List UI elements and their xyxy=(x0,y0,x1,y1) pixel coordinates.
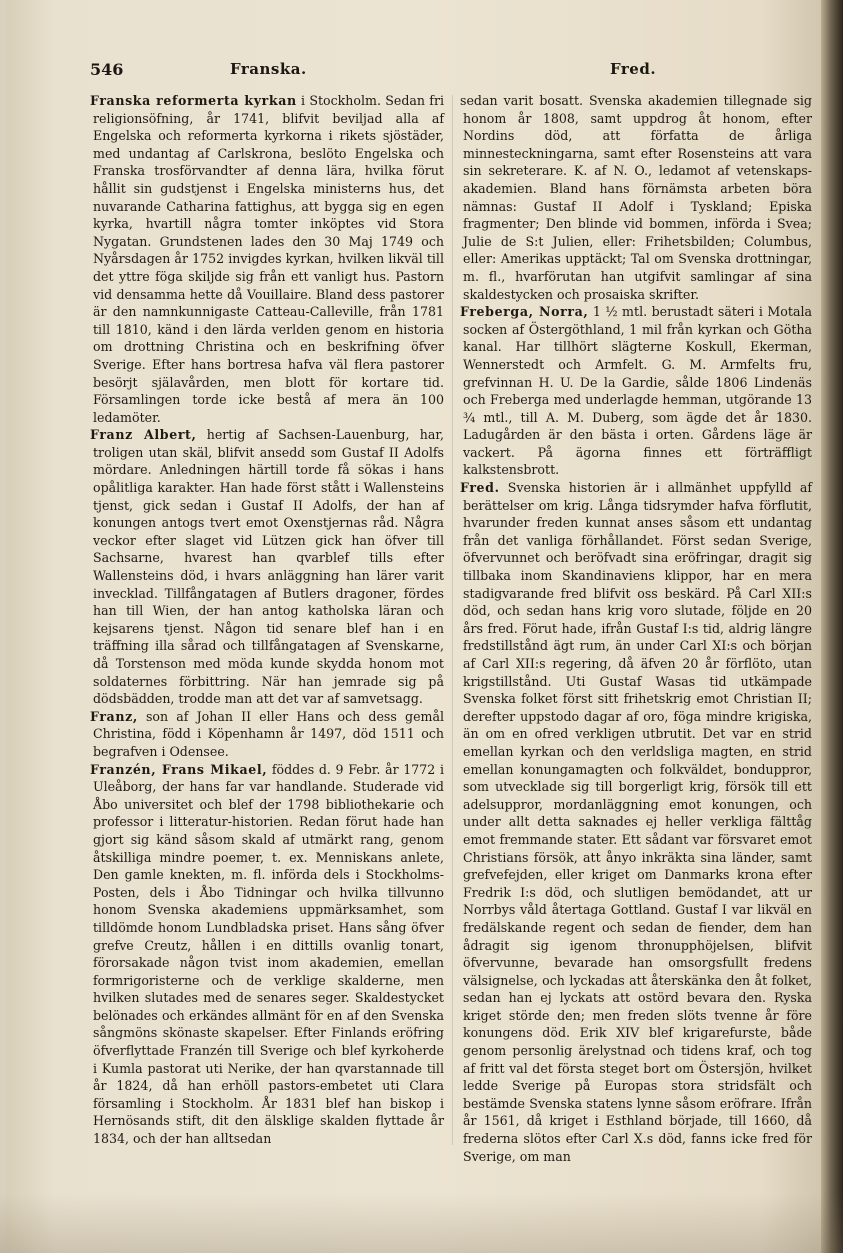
left-column xyxy=(90,92,444,1148)
right-column xyxy=(460,92,812,1165)
book-spine-shadow xyxy=(821,0,843,1253)
entry-fred xyxy=(460,479,812,1165)
entry-headword: Franska reformerta kyrkan xyxy=(90,93,297,108)
entry-text: föddes d. 9 Febr. år 1772 i Uleåborg, der hans far var handlande. Studerade vid Åbo universitet och blef der 1798 bibliothekarie och professor i litteratur-historien. Redan förut hade han gjort sig känd såsom skald af utmärkt rang, genom åtskilliga mindre poemer, t. ex. Menniskans anlete, Den gamle knekten, m. fl. införda dels i Stockholms-Posten, dels i Åbo Tidningar och hvilka tillvunno honom Svenska akademiens uppmärksamhet, som tilldömde honom Lundbladska priset. Hans sång öfver grefve Creutz, hållen i en dittills ovanlig tonart, förorsakade någon tvist inom akademien, emellan formrigoristerne och de verklige skalderne, men hvilken slutades med de senares seger. Skaldestycket belönades och erkändes allmänt för en af den Svenska sångmöns skönaste skapelser. Efter Finlands eröfring öfverflyttade Franzén till Sverige och blef kyrkoherde i Kumla pastorat uti Nerike, der han qvarstannade till år 1824, då han erhöll pastors-embetet uti Clara församling i Stockholm. År 1831 blef han biskop i Hernösands stift, dit den älsklige skalden flyttade år 1834, och der han alltsedan xyxy=(93,761,444,1147)
entry-franzen xyxy=(90,761,444,1148)
entry-freberga-norra xyxy=(460,303,812,479)
page-bottom-shadow xyxy=(0,1193,843,1253)
entry-headword: Franz Albert, xyxy=(90,427,197,443)
running-header xyxy=(90,60,810,84)
entry-headword: Freberga, Norra, xyxy=(460,304,589,320)
entry-franz xyxy=(90,708,444,761)
entry-headword: Franz, xyxy=(90,708,138,724)
entry-text: Svenska historien är i allmänhet uppfylld af berättelser om krig. Långa tidsrymder hafva förflutit, hvarunder freden kunnat anses såsom ett undantag från det vanliga förhållandet. Först sedan Sverige, öfvervunnet och beröfvadt sina eröfringar, dragit sig tillbaka inom Skandinaviens klippor, har en mera stadigvarande fred blifvit oss beskärd. På Carl XII:s död, och sedan hans krig voro slutade, följde en 20 års fred. Förut hade, ifrån Gustaf I:s tid, aldrig längre fredstillstånd ägt rum, än under Carl XI:s och början af Carl XII:s regering, då äfven 20 år förflöto, utan krigstillstånd. Uti Gustaf Wasas tid utkämpade Svenska folket först sitt frihetskrig emot Christian II; derefter uppstodo dagar af oro, föga mindre krigiska, än om en ofred verkligen utbrutit. Det var en strid emellan kyrkan och den verldsliga magten, en strid emellan konungamagten och folkväldet, bonduppror, som utvecklade sig till borgerligt krig, försök till ett adelsuppror, mordanläggning emot konungen, och under allt detta saknades ej heller verkliga fälttåg emot fremmande stater. Ett sådant var försvaret emot Christians försök, att ånyo inkräkta sina länder, samt grefvefejden, eller kriget om Danmarks krona efter Fredrik I:s död, och slutligen bemödandet, att ur Norrbys våld återtaga Gottland. Gustaf I var likväl en fredälskande regent och sedan de fiender, dem han ådragit sig igenom thronupphöjelsen, blifvit öfvervunne, bevarade han omsorgsfullt fredens välsignelse, och lyckadas att återskänka den åt folket, sedan han ej lyckats att ostörd bevara den. Ryska kriget störde den; men freden slöts tvenne år före konungens död. Erik XIV blef krigarefurste, både genom personlig ärelystnad och tidens kraf, och tog af fritt val det första steget bort om Östersjön, hvilket ledde Sverige på Europas stora stridsfält och bestämde Svenska statens lynne såsom eröfrare. Ifrån år 1561, då kriget i Esthland började, till 1660, då frederna slötos efter Carl X.s död, fanns icke fred för Sverige, om man xyxy=(463,480,812,1164)
entry-text: 1 ½ mtl. berustadt säteri i Motala socken af Östergöthland, 1 mil från kyrkan och Götha kanal. Har tillhört slägterne Koskull, Ekerman, Wennerstedt och Armfelt. G. M. Armfelts fru, grefvinnan H. U. De la Gardie, sålde 1806 Lindenäs och Freberga med underlagde hemman, utgörande 13 ¾ mtl., till A. M. Duberg, som ägde det år 1830. Ladugården är den bästa i orten. Gårdens läge är vackert. På ägorna finnes ett förträffligt kalkstensbrott. xyxy=(463,304,812,478)
entry-franzen-continued xyxy=(460,92,812,303)
entry-text: sedan varit bosatt. Svenska akademien tillegnade sig honom år 1808, samt uppdrog åt honom, efter Nordins död, att författa de årliga minnesteckningarna, samt efter Rosensteins att vara sin sekreterare. K. af N. O., ledamot af vetenskaps-akademien. Bland hans förnämsta arbeten böra nämnas: Gustaf II Adolf i Tyskland; Episka fragmenter; Den blinde vid bommen, införda i Svea; Julie de S:t Julien, eller: Frihetsbilden; Columbus, eller: Amerikas upptäckt; Tal om Svenska drottningar, m. fl., hvarförutan han utgifvit samlingar af sina skaldestycken och prosaiska skrifter. xyxy=(460,93,812,302)
entry-franska-reformerta-kyrkan xyxy=(90,92,444,426)
left-running-head: Franska. xyxy=(230,60,307,78)
entry-text: i Stockholm. Sedan fri religionsöfning, år 1741, blifvit beviljad alla af Engelska och reformerta kyrkorna i rikets sjöstäder, med undantag af Carlskrona, beslöto Engelska och Franska trosförvandter af denna lära, hvilka förut hållit sin gudstjenst i Engelska ministerns hus, det nuvarande Catharina fattighus, att bygga sig en egen kyrka, hvartill några tomter inköptes vid Stora Nygatan. Grundstenen lades den 30 Maj 1749 och Nyårsdagen år 1752 invigdes kyrkan, hvilken likväl till det yttre föga skiljde sig från ett vanligt hus. Pastorn vid densamma hette då Vouillaire. Bland dess pastorer är den namnkunnigaste Catteau-Calleville, från 1781 till 1810, känd i den lärda verlden genom en historia om drottning Christina och en beskrifning öfver Sverige. Efter hans bortresa hafva väl flera pastorer besörjt själavården, men blott för kortare tid. Församlingen torde icke bestå af mera än 100 ledamöter. xyxy=(93,93,444,425)
entry-franz-albert xyxy=(90,426,444,708)
right-running-head: Fred. xyxy=(610,60,657,78)
column-gutter xyxy=(452,95,453,1145)
entry-text: hertig af Sachsen-Lauenburg, har, troligen utan skäl, blifvit ansedd som Gustaf II Adolfs mördare. Anledningen härtill torde få sökas i hans opålitliga karakter. Han hade först stått i Wallensteins tjenst, gick sedan i Gustaf II Adolfs, der han af konungen antogs tvert emot Oxenstjernas råd. Några veckor efter slaget vid Lützen gick han öfver till Sachsarne, hvarest han qvarblef tills efter Wallensteins död, i hvars anläggning han lärer varit invecklad. Tillfångatagen af Butlers dragoner, fördes han till Wien, der han antog katholska läran och kejsarens tjenst. Någon tid senare blef han i en träffning illa sårad och tillfångatagen af Svenskarne, då Torstenson med möda kunde skydda honom mot soldaternes förbittring. När han jemrade sig på dödsbädden, trodde man att det var af samvetsagg. xyxy=(93,427,445,707)
entry-headword: Franzén, Frans Mikael, xyxy=(90,761,268,777)
page-number: 546 xyxy=(90,60,124,79)
entry-text: son af Johan II eller Hans och dess gemål Christina, född i Köpenhamn år 1497, död 1511 och begrafven i Odensee. xyxy=(93,708,444,759)
entry-headword: Fred. xyxy=(460,480,500,496)
